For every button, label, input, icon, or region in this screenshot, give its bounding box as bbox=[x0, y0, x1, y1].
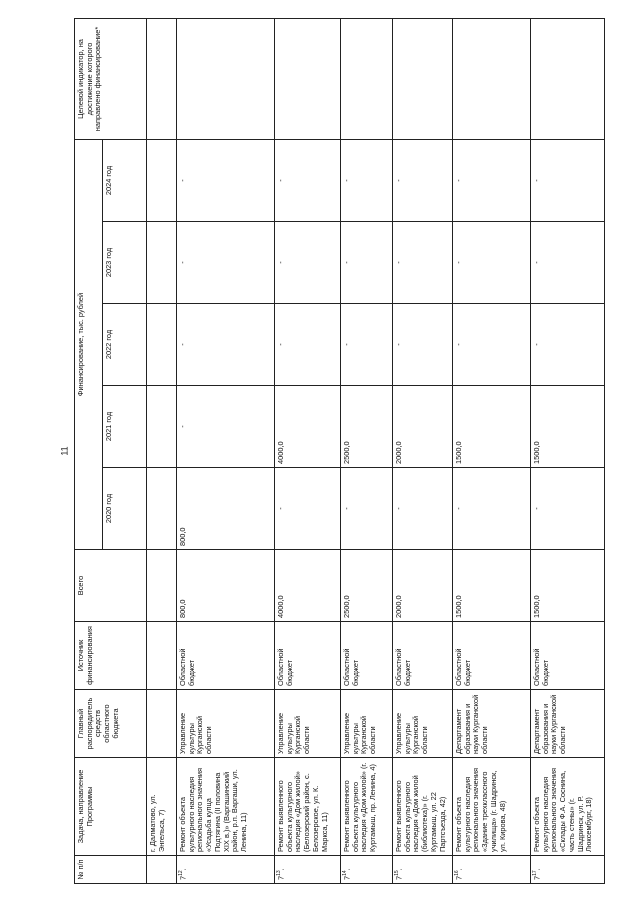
row-year-value: - bbox=[393, 468, 453, 550]
row-year-value: 2500,0 bbox=[341, 386, 393, 468]
row-year-value: - bbox=[531, 139, 605, 221]
row-task: Ремонт объекта культурного наследия регионального значения «Усадьба купца Подтягина (II половина XIX в.)» (Варгашинский район, р.п. Варгаши, ул. Ленина, 11) bbox=[177, 758, 275, 856]
row-year-value: - bbox=[453, 222, 531, 304]
row-source: Областной бюджет bbox=[275, 622, 341, 690]
page-number: 11 bbox=[59, 446, 70, 456]
row-manager: Департамент образования и науки Курганской области bbox=[453, 690, 531, 758]
row-year-value: - bbox=[531, 304, 605, 386]
header-year: 2021 год bbox=[103, 386, 147, 468]
row-year-value: - bbox=[177, 386, 275, 468]
row-manager: Управление культуры Курганской области bbox=[341, 690, 393, 758]
row-num: $7^{13}$. bbox=[275, 856, 341, 884]
row-source: Областной бюджет bbox=[393, 622, 453, 690]
table-row bbox=[147, 18, 177, 883]
header-target: Целевой индикатор, на достижение которого направлено финансирование* bbox=[75, 18, 147, 139]
row-total: 2500,0 bbox=[341, 550, 393, 622]
row-manager: Управление культуры Курганской области bbox=[393, 690, 453, 758]
row-year-value: 1500,0 bbox=[531, 386, 605, 468]
row-year-value: - bbox=[341, 304, 393, 386]
row-num: $7^{16}$. bbox=[453, 856, 531, 884]
header-num: № п/п bbox=[75, 856, 147, 884]
row-source: Областной бюджет bbox=[341, 622, 393, 690]
row-year-value: - bbox=[453, 304, 531, 386]
row-year-value: - bbox=[275, 468, 341, 550]
row-year-value: - bbox=[341, 222, 393, 304]
row-num: $7^{17}$. bbox=[531, 856, 605, 884]
row-year-value: 2000,0 bbox=[393, 386, 453, 468]
table-row bbox=[453, 18, 531, 883]
row-total: 800,0 bbox=[177, 550, 275, 622]
row-task: Ремонт выявленного объекта культурного наследия «Дом жилой» (Белозерский район, с. Белозерское, ул. К. Маркса, 11) bbox=[275, 758, 341, 856]
row-year-value: - bbox=[453, 468, 531, 550]
row-year-value: 1500,0 bbox=[453, 386, 531, 468]
row-year-value: 4000,0 bbox=[275, 386, 341, 468]
row-manager: Управление культуры Курганской области bbox=[177, 690, 275, 758]
header-source: Источник финансирования bbox=[75, 622, 147, 690]
row-year-value: - bbox=[177, 139, 275, 221]
row-year-value: - bbox=[275, 139, 341, 221]
row-year-value: - bbox=[341, 139, 393, 221]
row-task: Ремонт выявленного объекта культурного наследия «Дом жилой» (г. Куртамыш, пр. Ленина, 4) bbox=[341, 758, 393, 856]
row-year-value: - bbox=[177, 304, 275, 386]
header-total: Всего bbox=[75, 550, 147, 622]
table-row bbox=[531, 18, 605, 883]
row-total: 1500,0 bbox=[531, 550, 605, 622]
row-year-value: 800,0 bbox=[177, 468, 275, 550]
row-year-value: - bbox=[177, 222, 275, 304]
row-num: $7^{14}$. bbox=[341, 856, 393, 884]
header-year: 2024 год bbox=[103, 139, 147, 221]
header-task: Задача, направление Программы bbox=[75, 758, 147, 856]
row-num: $7^{12}$. bbox=[177, 856, 275, 884]
row-year-value: - bbox=[393, 304, 453, 386]
header-year: 2023 год bbox=[103, 222, 147, 304]
table-row bbox=[393, 18, 453, 883]
row-source: Областной бюджет bbox=[453, 622, 531, 690]
header-financing: Финансирование, тыс. рублей bbox=[75, 139, 103, 549]
rotated-page bbox=[74, 19, 604, 884]
table-row bbox=[341, 18, 393, 883]
table-row bbox=[275, 18, 341, 883]
row-year-value: - bbox=[393, 139, 453, 221]
row-year-value: - bbox=[453, 139, 531, 221]
row-manager: Департамент образования и науки Курганской области bbox=[531, 690, 605, 758]
row-num: $7^{15}$. bbox=[393, 856, 453, 884]
row-task: Ремонт объекта культурного наследия регионального значения «Склады Ф.А. Соснина, часть стены» (г. Шадринск, ул. Р. Люксембург, 18) bbox=[531, 758, 605, 856]
table-row bbox=[177, 18, 275, 883]
financing-table bbox=[74, 18, 605, 884]
row-year-value: - bbox=[275, 304, 341, 386]
header-year: 2020 год bbox=[103, 468, 147, 550]
row-year-value: - bbox=[393, 222, 453, 304]
header-manager: Главный распорядитель средств областного бюджета bbox=[75, 690, 147, 758]
row-source: Областной бюджет bbox=[177, 622, 275, 690]
continuation-text: г. Далматово, ул. Энгельса, 7) bbox=[147, 758, 177, 856]
row-task: Ремонт выявленного объекта культурного наследия «Дом жилой (библиотека)» (г. Куртамыш, ул. 22 Партсъезда, 42) bbox=[393, 758, 453, 856]
row-manager: Управление культуры Курганской области bbox=[275, 690, 341, 758]
row-total: 2000,0 bbox=[393, 550, 453, 622]
row-total: 4000,0 bbox=[275, 550, 341, 622]
row-year-value: - bbox=[341, 468, 393, 550]
row-source: Областной бюджет bbox=[531, 622, 605, 690]
row-year-value: - bbox=[531, 222, 605, 304]
row-year-value: - bbox=[531, 468, 605, 550]
row-total: 1500,0 bbox=[453, 550, 531, 622]
row-task: Ремонт объекта культурного наследия регионального значения «Здание трехклассного училища» (г. Шадринск, ул. Кирова, 48) bbox=[453, 758, 531, 856]
row-year-value: - bbox=[275, 222, 341, 304]
header-year: 2022 год bbox=[103, 304, 147, 386]
